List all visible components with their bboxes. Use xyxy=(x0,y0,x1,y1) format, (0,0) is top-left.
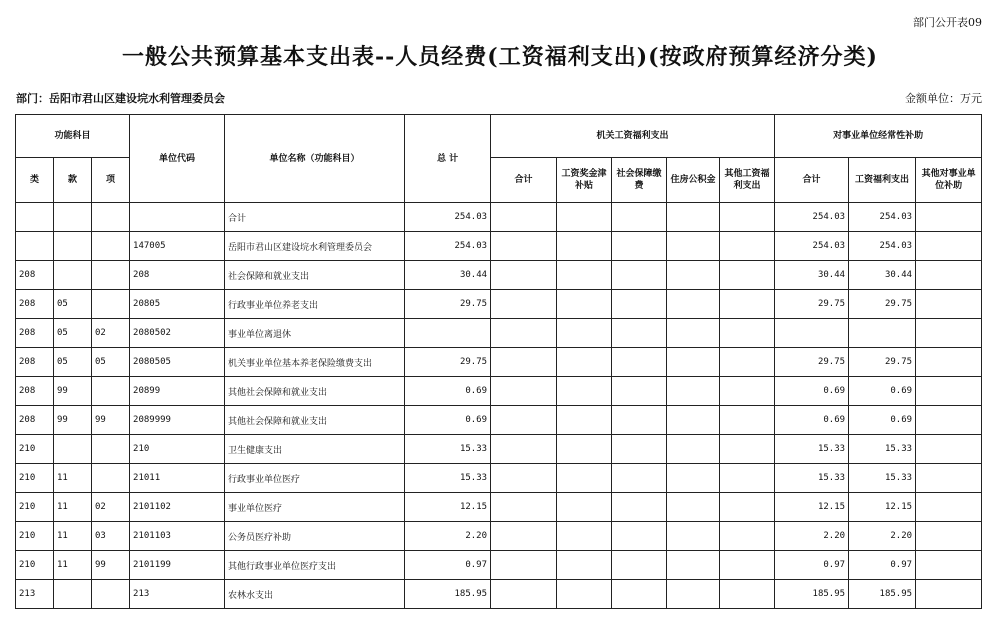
org-subtotal-cell xyxy=(491,522,557,551)
unit-name-cell: 其他社会保障和就业支出 xyxy=(225,377,405,406)
org-other-cell xyxy=(720,377,775,406)
pub-subtotal-cell: 254.03 xyxy=(775,203,849,232)
pub-wage-cell: 254.03 xyxy=(849,232,916,261)
unit-name-cell: 社会保障和就业支出 xyxy=(225,261,405,290)
pub-other-cell xyxy=(916,435,982,464)
pub-subtotal-cell: 29.75 xyxy=(775,348,849,377)
org-subtotal-cell xyxy=(491,435,557,464)
total-cell: 254.03 xyxy=(405,203,491,232)
table-row xyxy=(16,203,982,232)
unit-name-cell: 农林水支出 xyxy=(225,580,405,609)
lei-cell: 208 xyxy=(16,261,54,290)
table-row xyxy=(16,319,982,348)
pub-wage-cell: 254.03 xyxy=(849,203,916,232)
pub-other-header: 其他对事业单位补助 xyxy=(916,158,982,203)
org-housing-cell xyxy=(667,551,720,580)
org-bonus-cell xyxy=(557,464,612,493)
org-social-cell xyxy=(612,435,667,464)
org-subtotal-cell xyxy=(491,348,557,377)
org-bonus-cell xyxy=(557,551,612,580)
pub-wage-cell: 29.75 xyxy=(849,290,916,319)
kuan-cell xyxy=(54,203,92,232)
unit-code-cell: 2101103 xyxy=(130,522,225,551)
xiang-cell xyxy=(92,580,130,609)
kuan-cell: 05 xyxy=(54,348,92,377)
unit-name-cell: 其他行政事业单位医疗支出 xyxy=(225,551,405,580)
kuan-cell: 11 xyxy=(54,493,92,522)
org-social-cell xyxy=(612,261,667,290)
pub-subtotal-cell: 15.33 xyxy=(775,435,849,464)
pub-wage-header: 工资福利支出 xyxy=(849,158,916,203)
pub-wage-cell: 30.44 xyxy=(849,261,916,290)
org-bonus-cell xyxy=(557,290,612,319)
unit-name-cell: 岳阳市君山区建设垸水利管理委员会 xyxy=(225,232,405,261)
pub-other-cell xyxy=(916,348,982,377)
org-housing-cell xyxy=(667,464,720,493)
org-wage-group-header: 机关工资福利支出 xyxy=(491,115,775,158)
total-cell: 15.33 xyxy=(405,464,491,493)
pub-subtotal-cell: 0.97 xyxy=(775,551,849,580)
org-bonus-cell xyxy=(557,406,612,435)
xiang-header: 项 xyxy=(92,158,130,203)
lei-cell: 208 xyxy=(16,319,54,348)
org-subtotal-cell xyxy=(491,261,557,290)
pub-other-cell xyxy=(916,232,982,261)
pub-other-cell xyxy=(916,493,982,522)
org-subtotal-cell xyxy=(491,377,557,406)
unit-name-cell: 机关事业单位基本养老保险缴费支出 xyxy=(225,348,405,377)
pub-wage-cell: 0.69 xyxy=(849,377,916,406)
pub-other-cell xyxy=(916,580,982,609)
amount-unit-label: 金额单位：万元 xyxy=(905,92,982,105)
org-social-cell xyxy=(612,377,667,406)
unit-code-cell xyxy=(130,203,225,232)
unit-code-cell: 210 xyxy=(130,435,225,464)
pub-wage-cell xyxy=(849,319,916,348)
table-row xyxy=(16,551,982,580)
page-title: 一般公共预算基本支出表--人员经费(工资福利支出)(按政府预算经济分类) xyxy=(122,44,878,70)
unit-name-cell: 其他社会保障和就业支出 xyxy=(225,406,405,435)
budget-table xyxy=(15,114,982,609)
table-row xyxy=(16,406,982,435)
kuan-cell xyxy=(54,261,92,290)
lei-cell: 210 xyxy=(16,493,54,522)
unit-code-header: 单位代码 xyxy=(130,115,225,203)
org-social-cell xyxy=(612,203,667,232)
kuan-cell: 11 xyxy=(54,551,92,580)
pub-other-cell xyxy=(916,464,982,493)
org-other-cell xyxy=(720,580,775,609)
xiang-cell xyxy=(92,290,130,319)
lei-cell: 208 xyxy=(16,290,54,319)
unit-code-cell: 21011 xyxy=(130,464,225,493)
lei-cell: 210 xyxy=(16,551,54,580)
lei-cell xyxy=(16,232,54,261)
table-row xyxy=(16,290,982,319)
org-other-cell xyxy=(720,203,775,232)
org-subtotal-cell xyxy=(491,464,557,493)
org-social-cell xyxy=(612,232,667,261)
xiang-cell xyxy=(92,377,130,406)
org-other-header: 其他工资福利支出 xyxy=(720,158,775,203)
pub-other-cell xyxy=(916,290,982,319)
department-label: 部门：岳阳市君山区建设垸水利管理委员会 xyxy=(16,92,225,105)
org-subtotal-cell xyxy=(491,232,557,261)
kuan-cell: 05 xyxy=(54,319,92,348)
org-housing-cell xyxy=(667,435,720,464)
xiang-cell xyxy=(92,464,130,493)
org-other-cell xyxy=(720,290,775,319)
total-cell: 0.69 xyxy=(405,406,491,435)
org-social-cell xyxy=(612,290,667,319)
org-housing-cell xyxy=(667,203,720,232)
total-cell xyxy=(405,319,491,348)
pub-other-cell xyxy=(916,319,982,348)
org-social-cell xyxy=(612,580,667,609)
unit-code-cell: 2080502 xyxy=(130,319,225,348)
total-cell: 254.03 xyxy=(405,232,491,261)
unit-name-cell: 公务员医疗补助 xyxy=(225,522,405,551)
pub-other-cell xyxy=(916,377,982,406)
pub-wage-cell: 15.33 xyxy=(849,464,916,493)
pub-other-cell xyxy=(916,522,982,551)
org-other-cell xyxy=(720,551,775,580)
org-subtotal-cell xyxy=(491,406,557,435)
xiang-cell: 99 xyxy=(92,406,130,435)
public-subsidy-group-header: 对事业单位经常性补助 xyxy=(775,115,982,158)
lei-cell: 210 xyxy=(16,435,54,464)
org-social-cell xyxy=(612,406,667,435)
total-header: 总 计 xyxy=(405,115,491,203)
org-social-header: 社会保障缴费 xyxy=(612,158,667,203)
table-row xyxy=(16,435,982,464)
unit-code-cell: 213 xyxy=(130,580,225,609)
org-bonus-cell xyxy=(557,261,612,290)
xiang-cell xyxy=(92,232,130,261)
lei-cell xyxy=(16,203,54,232)
pub-wage-cell: 0.69 xyxy=(849,406,916,435)
pub-subtotal-cell: 0.69 xyxy=(775,377,849,406)
org-subtotal-cell xyxy=(491,290,557,319)
org-housing-cell xyxy=(667,319,720,348)
pub-other-cell xyxy=(916,203,982,232)
org-other-cell xyxy=(720,493,775,522)
kuan-cell xyxy=(54,232,92,261)
org-housing-cell xyxy=(667,261,720,290)
xiang-cell: 03 xyxy=(92,522,130,551)
xiang-cell: 99 xyxy=(92,551,130,580)
kuan-header: 款 xyxy=(54,158,92,203)
org-housing-cell xyxy=(667,232,720,261)
pub-wage-cell: 0.97 xyxy=(849,551,916,580)
unit-name-cell: 事业单位离退休 xyxy=(225,319,405,348)
org-housing-cell xyxy=(667,522,720,551)
unit-name-cell: 事业单位医疗 xyxy=(225,493,405,522)
kuan-cell: 11 xyxy=(54,522,92,551)
xiang-cell: 02 xyxy=(92,493,130,522)
org-social-cell xyxy=(612,319,667,348)
pub-subtotal-cell: 15.33 xyxy=(775,464,849,493)
unit-code-cell: 2080505 xyxy=(130,348,225,377)
pub-subtotal-cell: 12.15 xyxy=(775,493,849,522)
lei-cell: 208 xyxy=(16,348,54,377)
pub-subtotal-cell: 30.44 xyxy=(775,261,849,290)
xiang-cell xyxy=(92,203,130,232)
org-subtotal-cell xyxy=(491,319,557,348)
xiang-cell xyxy=(92,435,130,464)
org-subtotal-header: 合计 xyxy=(491,158,557,203)
xiang-cell: 02 xyxy=(92,319,130,348)
org-bonus-cell xyxy=(557,435,612,464)
org-subtotal-cell xyxy=(491,551,557,580)
total-cell: 0.97 xyxy=(405,551,491,580)
pub-subtotal-cell xyxy=(775,319,849,348)
unit-name-cell: 行政事业单位医疗 xyxy=(225,464,405,493)
unit-name-cell: 行政事业单位养老支出 xyxy=(225,290,405,319)
unit-code-cell: 2101199 xyxy=(130,551,225,580)
org-bonus-cell xyxy=(557,377,612,406)
unit-code-cell: 2089999 xyxy=(130,406,225,435)
org-subtotal-cell xyxy=(491,493,557,522)
unit-code-cell: 208 xyxy=(130,261,225,290)
pub-wage-cell: 185.95 xyxy=(849,580,916,609)
pub-subtotal-cell: 0.69 xyxy=(775,406,849,435)
org-bonus-header: 工资奖金津补贴 xyxy=(557,158,612,203)
table-row xyxy=(16,232,982,261)
table-row xyxy=(16,464,982,493)
xiang-cell: 05 xyxy=(92,348,130,377)
pub-subtotal-cell: 254.03 xyxy=(775,232,849,261)
org-housing-header: 住房公积金 xyxy=(667,158,720,203)
table-row xyxy=(16,261,982,290)
lei-cell: 208 xyxy=(16,377,54,406)
org-bonus-cell xyxy=(557,522,612,551)
org-housing-cell xyxy=(667,580,720,609)
org-social-cell xyxy=(612,551,667,580)
kuan-cell xyxy=(54,580,92,609)
org-social-cell xyxy=(612,522,667,551)
func-subject-header: 功能科目 xyxy=(16,115,130,158)
lei-header: 类 xyxy=(16,158,54,203)
unit-code-cell: 2101102 xyxy=(130,493,225,522)
org-bonus-cell xyxy=(557,232,612,261)
lei-cell: 210 xyxy=(16,522,54,551)
kuan-cell: 05 xyxy=(54,290,92,319)
table-row xyxy=(16,348,982,377)
org-social-cell xyxy=(612,464,667,493)
total-cell: 15.33 xyxy=(405,435,491,464)
org-other-cell xyxy=(720,464,775,493)
org-bonus-cell xyxy=(557,348,612,377)
org-other-cell xyxy=(720,522,775,551)
total-cell: 29.75 xyxy=(405,290,491,319)
org-subtotal-cell xyxy=(491,580,557,609)
org-housing-cell xyxy=(667,377,720,406)
table-number-tag: 部门公开表09 xyxy=(913,16,982,29)
unit-name-cell: 卫生健康支出 xyxy=(225,435,405,464)
unit-name-header: 单位名称（功能科目） xyxy=(225,115,405,203)
pub-wage-cell: 15.33 xyxy=(849,435,916,464)
unit-code-cell: 20899 xyxy=(130,377,225,406)
xiang-cell xyxy=(92,261,130,290)
total-cell: 29.75 xyxy=(405,348,491,377)
pub-subtotal-cell: 29.75 xyxy=(775,290,849,319)
org-bonus-cell xyxy=(557,203,612,232)
unit-name-cell: 合计 xyxy=(225,203,405,232)
pub-other-cell xyxy=(916,551,982,580)
org-bonus-cell xyxy=(557,580,612,609)
pub-subtotal-header: 合计 xyxy=(775,158,849,203)
org-other-cell xyxy=(720,348,775,377)
lei-cell: 208 xyxy=(16,406,54,435)
kuan-cell xyxy=(54,435,92,464)
total-cell: 12.15 xyxy=(405,493,491,522)
org-subtotal-cell xyxy=(491,203,557,232)
pub-other-cell xyxy=(916,261,982,290)
pub-other-cell xyxy=(916,406,982,435)
org-social-cell xyxy=(612,493,667,522)
org-other-cell xyxy=(720,406,775,435)
kuan-cell: 11 xyxy=(54,464,92,493)
org-other-cell xyxy=(720,435,775,464)
table-row xyxy=(16,522,982,551)
org-social-cell xyxy=(612,348,667,377)
kuan-cell: 99 xyxy=(54,406,92,435)
table-row xyxy=(16,377,982,406)
org-bonus-cell xyxy=(557,319,612,348)
org-bonus-cell xyxy=(557,493,612,522)
lei-cell: 213 xyxy=(16,580,54,609)
org-housing-cell xyxy=(667,406,720,435)
pub-wage-cell: 12.15 xyxy=(849,493,916,522)
pub-wage-cell: 2.20 xyxy=(849,522,916,551)
kuan-cell: 99 xyxy=(54,377,92,406)
table-row xyxy=(16,580,982,609)
pub-subtotal-cell: 2.20 xyxy=(775,522,849,551)
total-cell: 30.44 xyxy=(405,261,491,290)
org-other-cell xyxy=(720,261,775,290)
unit-code-cell: 20805 xyxy=(130,290,225,319)
pub-wage-cell: 29.75 xyxy=(849,348,916,377)
total-cell: 185.95 xyxy=(405,580,491,609)
org-other-cell xyxy=(720,319,775,348)
org-other-cell xyxy=(720,232,775,261)
org-housing-cell xyxy=(667,493,720,522)
table-row xyxy=(16,493,982,522)
unit-code-cell: 147005 xyxy=(130,232,225,261)
pub-subtotal-cell: 185.95 xyxy=(775,580,849,609)
total-cell: 0.69 xyxy=(405,377,491,406)
org-housing-cell xyxy=(667,290,720,319)
lei-cell: 210 xyxy=(16,464,54,493)
total-cell: 2.20 xyxy=(405,522,491,551)
org-housing-cell xyxy=(667,348,720,377)
